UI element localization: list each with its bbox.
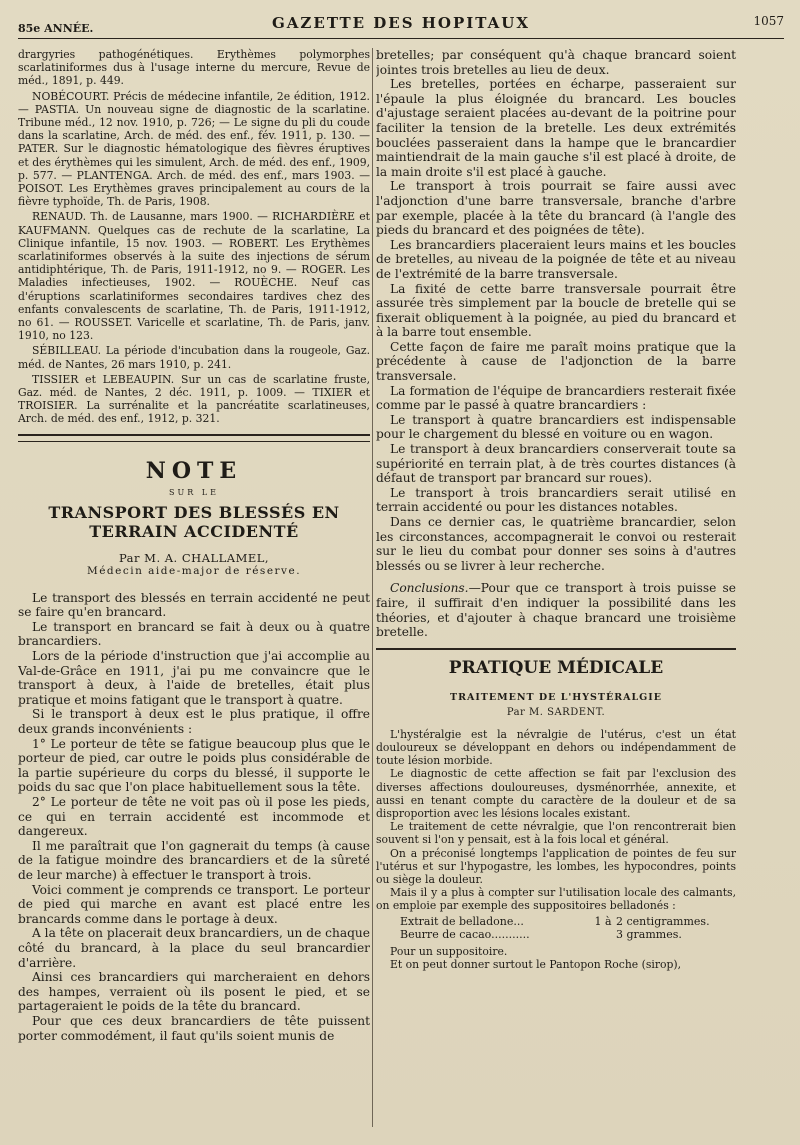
note-subheading: SUR LE <box>169 487 219 497</box>
paragraph: bretelles; par conséquent qu'à chaque brancard soient jointes trois bretelles au lieu de deux. <box>376 48 736 77</box>
column-rule <box>372 48 373 1127</box>
reference-entry: RENAUD. Th. de Lausanne, mars 1900. — RICHARDIÈRE et KAUFMANN. Quelques cas de rechute de la scarlatine, La Clinique infantile, 15 nov. 1903. — ROBERT. Les Erythèmes scarlatiniformes observés à la suite des injections de sérum antidiphtérique, Th. de Paris, 1911-1912, no 9. — ROGER. Les Maladies infectieuses, 1902. — ROUÈCHE. Neuf cas d'éruptions scarlatiniformes secondaires tardives chez des enfants convalescents de scarlatine, Th. de Paris, 1911-1912, no 61. — ROUSSET. Varicelle et scarlatine, Th. de Paris, janv. 1910, no 123. <box>18 210 370 343</box>
ingredient-dose: 3 grammes. <box>616 927 682 941</box>
paragraph: Le diagnostic de cette affection se fait par l'exclusion des diverses affections douloureuses, dysménorrhée, annexite, et aussi en tenant compte du caractère de la douleur et de sa disproportion avec les lésions locales existant. <box>376 767 736 820</box>
prescription-footer: Pour un suppositoire. <box>390 944 508 958</box>
paragraph: Le traitement de cette névralgie, que l'on rencontrerait bien souvent si l'on y pensait, est à la fois local et général. <box>376 820 736 847</box>
paragraph: La fixité de cette barre transversale pourrait être assurée très simplement par la boucle de bretelle qui se fixerait obliquement à la poignée, au pied du brancard et à la barre tout ensemble. <box>376 281 736 340</box>
ingredient-qty: 1 à <box>594 914 612 928</box>
paragraph: Mais il y a plus à compter sur l'utilisation locale des calmants, on emploie par exemple des suppositoires belladonés : <box>376 886 736 913</box>
paragraph: Ainsi ces brancardiers qui marcheraient en dehors des hampes, verraient où ils posent le pied, et se partageraient le poids de la tête du brancard. <box>18 970 370 1014</box>
ingredient-dose: 2 centigrammes. <box>616 914 710 928</box>
article-continuation <box>376 48 736 640</box>
article-body <box>18 591 370 1043</box>
running-header <box>18 10 784 39</box>
paragraph: Le transport à quatre brancardiers est indispensable pour le chargement du blessé en voiture ou en wagon. <box>376 412 736 442</box>
reference-entry: NOBÉCOURT. Précis de médecine infantile, 2e édition, 1912. — PASTIA. Un nouveau signe de diagnostic de la scarlatine. Tribune méd., 12 nov. 1910, p. 726; — Le signe du pli du coude dans la scarlatine, Arch. de méd. des enf., fév. 1911, p. 130. — PATER. Sur le diagnostic hématologique des fièvres éruptives et des érythèmes qui les simulent, Arch. de méd. des enf., 1909, p. 577. — PLANTENGA. Arch. de méd. des enf., mars 1903. — POISOT. Les Erythèmes graves principalement au cours de la fièvre typhoïde, Th. de Paris, 1908. <box>18 89 370 209</box>
prescription-table <box>376 915 736 941</box>
left-column <box>18 48 370 1127</box>
article-title: TRANSPORT DES BLESSÉS EN TERRAIN ACCIDENTÉ <box>48 502 340 541</box>
paragraph: Cette façon de faire me paraît moins pratique que la précédente à cause de l'adjonction de la barre transversale. <box>376 339 736 384</box>
hysteralgie-body <box>376 728 736 971</box>
ingredient-name: Beurre de cacao........... <box>400 927 530 941</box>
paragraph: Le transport des blessés en terrain accidenté ne peut se faire qu'en brancard. <box>18 590 370 620</box>
prescription-row <box>376 915 736 928</box>
paragraph: On a préconisé longtemps l'application de pointes de feu sur l'utérus et sur l'hypogastre, les lombes, les hypocondres, points ou siège la douleur. <box>376 846 736 886</box>
subsection-title: TRAITEMENT DE L'HYSTÉRALGIE <box>450 691 662 703</box>
reference-entry: drargyries pathogénétiques. Erythèmes polymorphes scarlatiniformes dus à l'usage interne du mercure, Revue de méd., 1891, p. 449. <box>18 48 370 88</box>
right-column <box>376 48 736 1127</box>
paragraph: Le transport à trois pourrait se faire aussi avec l'adjonction d'une barre transversale, branche d'arbre par exemple, placée à la tête du brancard (à l'angle des pieds du brancard et des poignées de tête). <box>376 179 736 238</box>
year-label: 85e ANNÉE. <box>18 22 94 35</box>
conclusion-paragraph <box>376 581 736 639</box>
subsection-byline: Par M. SARDENT. <box>506 706 606 718</box>
conclusion-label: Conclusions. <box>390 581 469 596</box>
paragraph: Lors de la période d'instruction que j'ai accomplie au Val-de-Grâce en 1911, j'ai pu me convaincre que le transport à deux, à l'aide de bretelles, était plus pratique et moins fatigant que le transport à quatre. <box>18 649 370 707</box>
bibliography <box>18 48 370 426</box>
paragraph: Les brancardiers placeraient leurs mains et les boucles de bretelles, au niveau de la poignée de tête et au niveau de l'extrémité de la barre transversale. <box>376 237 736 281</box>
ingredient-name: Extrait de belladone... <box>400 914 524 928</box>
author-affiliation: Médecin aide-major de réserve. <box>86 564 302 577</box>
paragraph: Il me paraîtrait que l'on gagnerait du temps (à cause de la fatigue moindre des brancardiers et de la sûreté de leur marche) à effectuer le transport à trois. <box>18 838 370 882</box>
paragraph: Le transport en brancard se fait à deux ou à quatre brancardiers. <box>18 619 370 649</box>
paragraph: Les bretelles, portées en écharpe, passeraient sur l'épaule la plus éloignée du brancard. Les boucles d'ajustage seraient placées au-devant de la poitrine pour faciliter la tension de la bretelle. Les deux extrémités bouclées passeraient dans la hampe que le brancardier maintiendrait de la main gauche s'il est placé à droite, de la main droite s'il est placé à gauche. <box>376 77 736 179</box>
paragraph: Voici comment je comprends ce transport. Le porteur de pied qui marche en avant est placé entre les brancards comme dans le portage à deux. <box>18 882 370 926</box>
paragraph: L'hystéralgie est la névralgie de l'utérus, c'est un état douloureux se développant en dehors ou indépendamment de toute lésion morbide. <box>376 727 736 768</box>
paragraph: Dans ce dernier cas, le quatrième brancardier, selon les circonstances, accompagnerait le convoi ou resterait sur le lieu du combat pour donner ses soins à d'autres blessés ou se livrer à leur recherche. <box>376 515 736 573</box>
note-heading: NOTE <box>145 457 243 484</box>
section-divider <box>376 648 736 650</box>
reference-entry: TISSIER et LEBEAUPIN. Sur un cas de scarlatine fruste, Gaz. méd. de Nantes, 2 déc. 1911, p. 1009. — TIXIER et TROISIER. La surrénalite et la pancréatite scarlatineuses, Arch. de méd. des enf., 1912, p. 321. <box>18 372 370 426</box>
paragraph: Le transport à trois brancardiers serait utilisé en terrain accidenté ou pour les distances notables. <box>376 485 736 515</box>
journal-title: GAZETTE DES HOPITAUX <box>271 14 530 32</box>
paragraph: La formation de l'équipe de brancardiers resterait fixée comme par le passé à quatre brancardiers : <box>376 383 736 413</box>
article-byline: Par M. A. CHALLAMEL, <box>118 550 270 565</box>
prescription-row <box>376 928 736 941</box>
paragraph: 2° Le porteur de tête ne voit pas où il pose les pieds, ce qui en terrain accidenté est incommode et dangereux. <box>18 795 370 839</box>
section-divider <box>18 434 370 442</box>
paragraph: 1° Le porteur de tête se fatigue beaucoup plus que le porteur de pied, car outre le poids plus considérable de la partie supérieure du corps du blessé, il supporte le poids du sac que l'on place habituellement sous la tête. <box>18 736 370 795</box>
page-number: 1057 <box>753 14 784 28</box>
paragraph: A la tête on placerait deux brancardiers, un de chaque côté du brancard, à la place du seul brancardier d'arrière. <box>18 926 370 970</box>
paragraph: Pour que ces deux brancardiers de tête puissent porter commodément, il faut qu'ils soient munis de <box>18 1013 370 1043</box>
ingredient-qty <box>590 928 616 941</box>
section-title: PRATIQUE MÉDICALE <box>448 657 664 678</box>
paragraph: Le transport à deux brancardiers conserverait toute sa supériorité en terrain plat, à de très courtes distances (à défaut de transport par brancard sur roues). <box>376 442 736 486</box>
conclusion-text: —Pour que ce transport à trois puisse se faire, il suffirait d'en indiquer la possibilité dans les théories, et d'ajouter à chaque brancard une troisième bretelle. <box>376 581 736 640</box>
paragraph: Si le transport à deux est le plus pratique, il offre deux grands inconvénients : <box>18 707 370 737</box>
paragraph: Et on peut donner surtout le Pantopon Roche (sirop), <box>390 957 682 971</box>
reference-entry: SÉBILLEAU. La période d'incubation dans la rougeole, Gaz. méd. de Nantes, 26 mars 1910, p. 241. <box>18 344 370 371</box>
